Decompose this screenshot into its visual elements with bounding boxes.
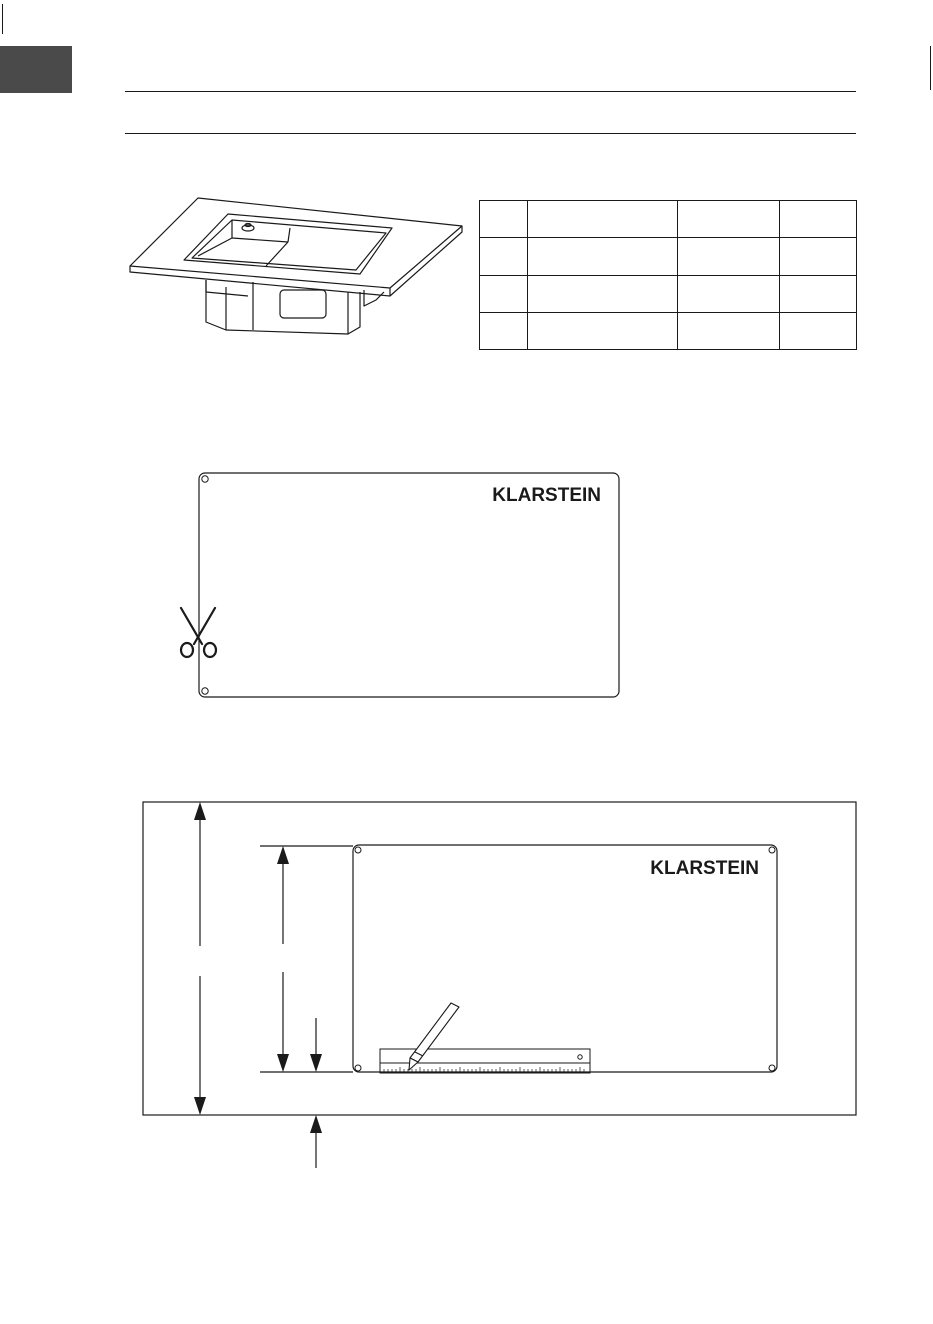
pencil-icon	[409, 1003, 459, 1070]
table-cell	[780, 238, 857, 275]
dimension-edge-offset	[310, 1018, 322, 1168]
table-cell	[528, 275, 678, 312]
table-cell	[678, 201, 780, 238]
header-rule-bottom	[125, 133, 856, 134]
table-cell	[480, 238, 528, 275]
mount-hole	[202, 688, 208, 694]
countertop-outline	[143, 802, 856, 1115]
crop-mark-left	[2, 4, 3, 34]
arrow-icon	[310, 1115, 322, 1133]
mount-hole	[769, 847, 775, 853]
table-cell	[528, 201, 678, 238]
cut-template-sheet	[199, 473, 619, 697]
table-row	[480, 201, 857, 238]
placed-template-brand: KLARSTEIN	[650, 858, 759, 879]
table-cell	[480, 275, 528, 312]
placed-template-sheet	[353, 845, 777, 1072]
table-row	[480, 275, 857, 312]
table-cell	[780, 312, 857, 349]
cut-template-brand: KLARSTEIN	[492, 485, 601, 506]
mount-hole	[202, 476, 208, 482]
language-tab	[0, 46, 72, 93]
table-row	[480, 312, 857, 349]
table-cell	[678, 312, 780, 349]
placement-drawing	[140, 798, 860, 1173]
table-cell	[678, 238, 780, 275]
arrow-icon	[194, 802, 206, 820]
table-cell	[528, 238, 678, 275]
mount-hole	[355, 847, 361, 853]
mount-hole	[355, 1065, 361, 1071]
arrow-icon	[310, 1054, 322, 1072]
arrow-icon	[277, 1054, 289, 1072]
crop-mark-right	[930, 46, 931, 90]
sink-illustration	[128, 192, 468, 342]
dimension-countertop-depth	[194, 802, 206, 1115]
arrow-icon	[277, 846, 289, 864]
spec-table	[479, 200, 857, 350]
table-cell	[780, 201, 857, 238]
header-rule-top	[125, 91, 856, 92]
table-row	[480, 238, 857, 275]
table-cell	[480, 312, 528, 349]
mount-hole	[769, 1065, 775, 1071]
table-cell	[780, 275, 857, 312]
cut-template-figure	[165, 468, 625, 708]
table-cell	[678, 275, 780, 312]
table-cell	[528, 312, 678, 349]
arrow-icon	[194, 1097, 206, 1115]
table-cell	[480, 201, 528, 238]
dimension-template-height	[260, 846, 353, 1072]
